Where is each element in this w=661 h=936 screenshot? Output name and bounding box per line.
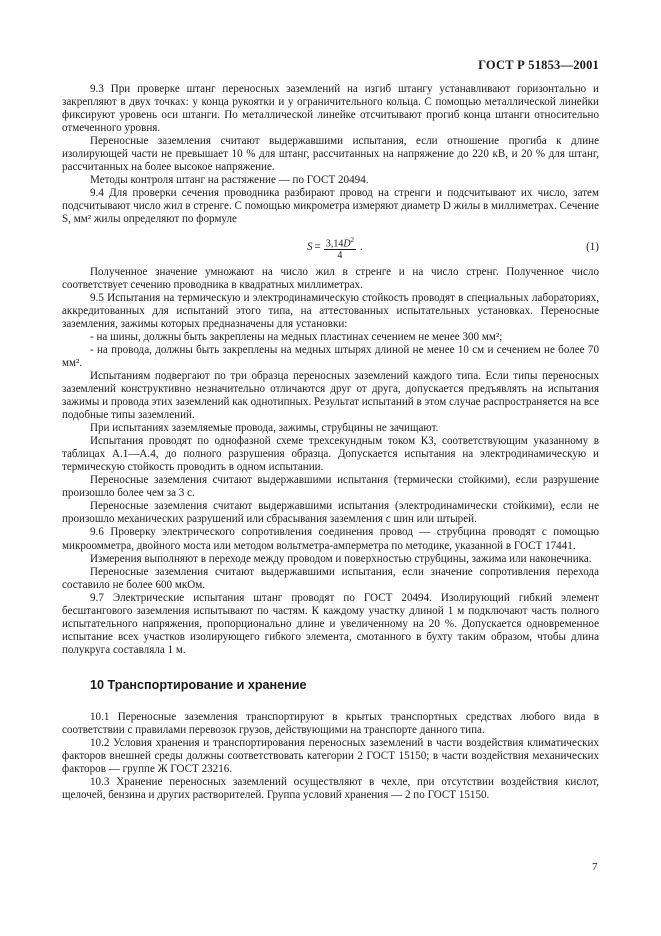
formula-lhs: S	[307, 241, 313, 254]
formula-fraction	[324, 235, 356, 261]
formula-coefficient: 3,14	[325, 237, 344, 249]
formula-exponent: 2	[350, 235, 355, 244]
formula-1	[62, 229, 599, 263]
formula-tail: .	[360, 241, 363, 254]
page-number: 7	[592, 861, 598, 873]
formula-expression	[307, 235, 363, 261]
paragraph: Переносные заземления считают выдержавшими испытания (электродинамически стойкими), если не произошло механических разрушений или сбрасывания заземления с шин или штырей.	[62, 500, 599, 526]
formula-numerator	[324, 235, 356, 250]
paragraph: Переносные заземления считают выдержавшими испытания (термически стойкими), если разрушение произошло более чем за 3 с.	[62, 474, 599, 500]
document-code-header: ГОСТ Р 51853—2001	[478, 58, 599, 72]
paragraph-9-6: 9.6 Проверку электрического сопротивления соединения провод — струбцина проводят с помощью микроомметра, двойного моста или методом вольтметра-амперметра по методике, указанной в ГОСТ 17441.	[62, 526, 599, 552]
section-title: 10 Транспортирование и хранение	[90, 677, 307, 692]
paragraph-9-7: 9.7 Электрические испытания штанг проводят по ГОСТ 20494. Изолирующий гибкий элемент бесштангового заземления испытывают по частям. К каждому участку длиной 1 м подключают часть полного испытательного напряжения, пропорционально длине и увеличенному на 20 %. Допускается одновременное испытание всех участков изолирующего гибкого элемента, смотанного в бухту таким образом, чтобы длина полукруга составляла 1 м.	[62, 591, 599, 656]
paragraph-9-3: 9.3 При проверке штанг переносных заземлений на изгиб штангу устанавливают горизонтально и закрепляют в двух точках: у конца рукоятки и у ограничительного кольца. С помощью металлической линейки фиксируют уровень оси штанги. По металлической линейке отсчитывают прогиб конца штанги относительно отмеченного уровня.	[62, 83, 599, 135]
paragraph: Испытания проводят по однофазной схеме трехсекундным током КЗ, соответствующим указанному в таблицах А.1—А.4, до полного разрушения образца. Допускается испытания на электродинамическую и термическую стойкость проводить в одном испытании.	[62, 435, 599, 474]
formula-number: (1)	[586, 240, 599, 253]
paragraph-10-1: 10.1 Переносные заземления транспортируют в крытых транспортных средствах любого вида в соответствии с правилами перевозок грузов, действующими на транспорте данного типа.	[62, 710, 599, 737]
paragraph-10-3: 10.3 Хранение переносных заземлений осуществляют в чехле, при отсутствии воздействия кислот, щелочей, бензина и других растворителей. Группа условий хранения — 2 по ГОСТ 15150.	[62, 776, 599, 802]
formula-variable: D	[343, 237, 351, 249]
paragraph: Переносные заземления считают выдержавшими испытания, если отношение прогиба к длине изолирующей части не превышает 10 % для штанг, рассчитанных на напряжение до 220 кВ, и 20 % для штанг, рассчитанных на более высокое напряжение.	[62, 135, 599, 174]
list-item: - на провода, должны быть закреплены на медных штырях длиной не менее 10 см и сечением не более 70 мм².	[62, 343, 599, 369]
paragraph: Методы контроля штанг на растяжение — по ГОСТ 20494.	[90, 174, 369, 187]
paragraph: При испытаниях заземляемые провода, зажимы, струбцины не зачищают.	[90, 422, 439, 435]
formula-equals: =	[314, 241, 321, 254]
paragraph: Переносные заземления считают выдержавшими испытания, если значение сопротивления перехода составило не более 600 мкОм.	[62, 565, 599, 591]
paragraph-10-2: 10.2 Условия хранения и транспортирования переносных заземлений в части воздействия климатических факторов внешней среды должны соответствовать категории 2 ГОСТ 15150; в части воздействия механических факторов — группе Ж ГОСТ 23216.	[62, 737, 599, 776]
paragraph: Испытаниям подвергают по три образца переносных заземлений каждого типа. Если типы переносных заземлений конструктивно незначительно отличаются друг от друга, допускается предъявлять на испытания зажимы и провода этих заземлений как однотипных. Результат испытаний в этом случае распространяется на все подобные типы заземлений.	[62, 369, 599, 422]
document-body	[62, 83, 599, 802]
paragraph-9-5: 9.5 Испытания на термическую и электродинамическую стойкость проводят в специальных лабораториях, аккредитованных для испытаний этого типа, на аттестованных испытательных установках. Переносные заземления, зажимы которых предназначены для установки:	[62, 291, 599, 330]
formula-denominator: 4	[337, 249, 343, 261]
list-item: - на шины, должны быть закреплены на медных пластинах сечением не менее 300 мм²;	[90, 330, 503, 343]
paragraph: Измерения выполняют в переходе между проводом и поверхностью струбцины, зажима или наконечника.	[90, 552, 592, 565]
paragraph: Полученное значение умножают на число жил в стренге и на число стренг. Полученное число соответствует сечению проводника в квадратных миллиметрах.	[62, 265, 599, 291]
paragraph-9-4: 9.4 Для проверки сечения проводника разбирают провод на стренги и подсчитывают их число, затем подсчитывают число жил в стренге. С помощью микрометра измеряют диаметр D жилы в миллиметрах. Сечение S, мм² жилы определяют по формуле	[62, 187, 599, 226]
